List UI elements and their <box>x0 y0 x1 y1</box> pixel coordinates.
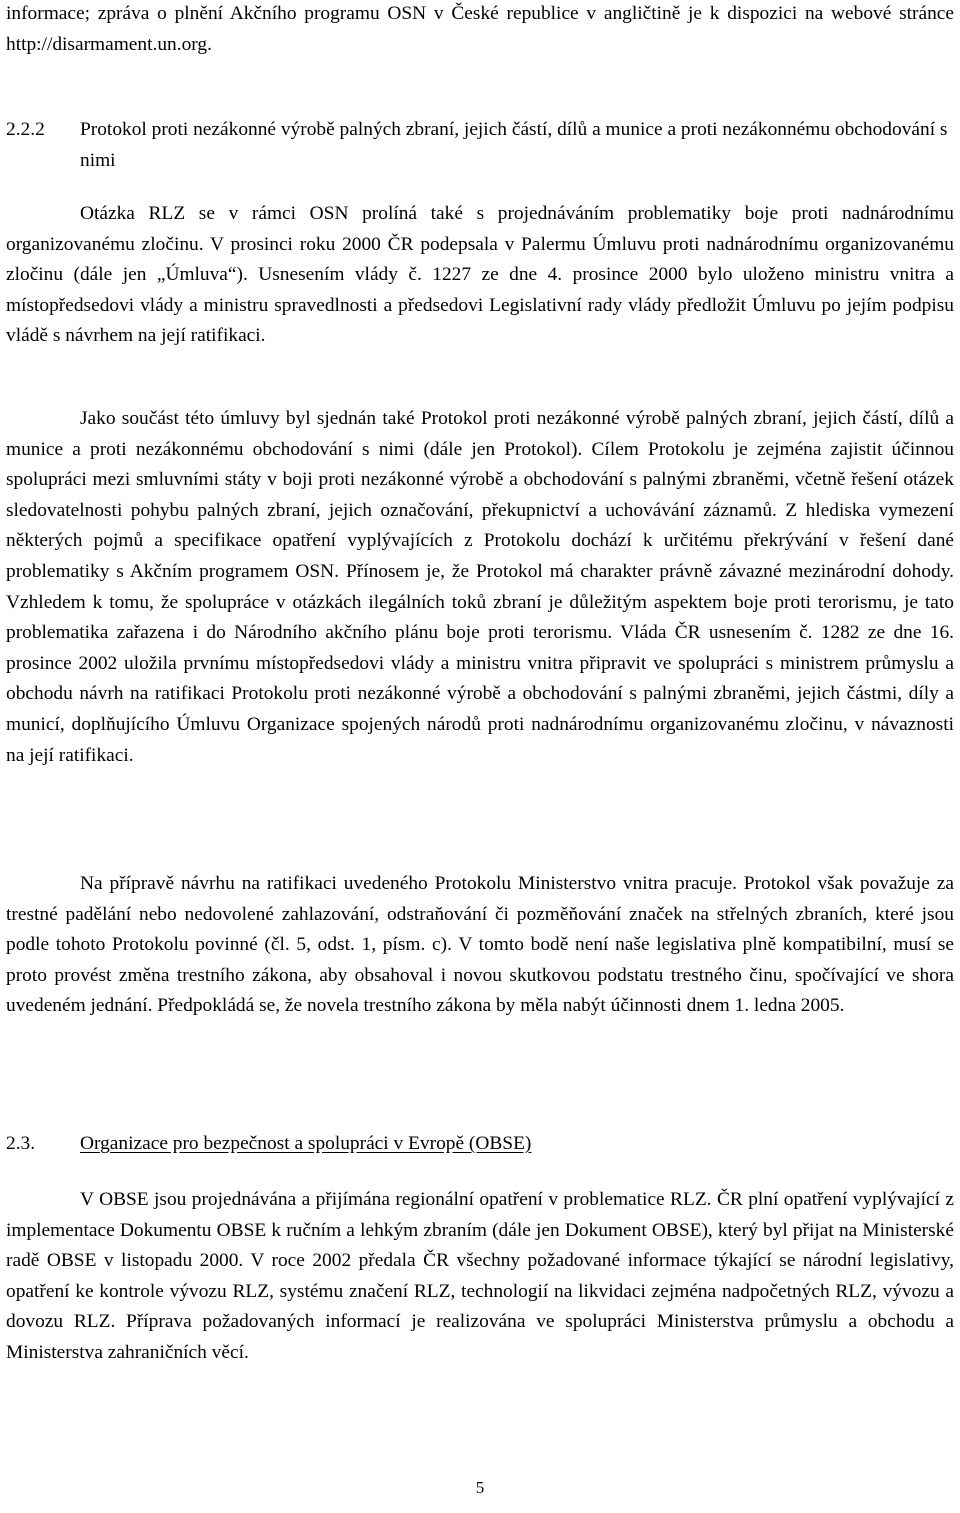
paragraph-ratification: Na přípravě návrhu na ratifikaci uvedeného Protokolu Ministerstvo vnitra pracuje. Protokol však považuje za trestné padělání nebo nedovolené zahlazování, odstraňování či pozměňování značek na střelných zbraních, které jsou podle tohoto Protokolu povinné (čl. 5, odst. 1, písm. c). V tomto bodě není naše legislativa plně kompatibilní, musí se proto provést změna trestního zákona, aby obsahoval i novou skutkovou podstatu trestného činu, spočívající ve shora uvedeném jednání. Předpokládá se, že novela trestního zákona by měla nabýt účinnosti dnem 1. ledna 2005. <box>6 873 954 1017</box>
paragraph-protocol: Jako součást této úmluvy byl sjednán také Protokol proti nezákonné výrobě palných zbraní, jejich částí, dílů a munice a proti nezákonnému obchodování s nimi (dále jen Protokol). Cílem Protokolu je zejména zajistit účinnou spolupráci mezi smluvními státy v boji proti nezákonné výrobě a obchodování s palnými zbraněmi, včetně řešení otázek sledovatelnosti pohybu palných zbraní, jejich označování, překupnictví a uchovávání záznamů. Z hlediska vymezení některých pojmů a specifikace opatření vyplývajících z Protokolu dochází k určitému překrývání v řešení dané problematiky s Akčním programem OSN. Přínosem je, že Protokol má charakter právně závazné mezinárodní dohody. Vzhledem k tomu, že spolupráce v otázkách ilegálních toků zbraní je důležitým aspektem boje proti terorismu, je tato problematika zařazena i do Národního akčního plánu boje proti terorismu. Vláda ČR usnesením č. 1282 ze dne 16. prosince 2002 uložila prvnímu místopředsedovi vlády a ministru vnitra připravit ve spolupráci s ministrem průmyslu a obchodu návrh na ratifikaci Protokolu proti nezákonné výrobě a obchodování s palnými zbraněmi, jejich částmi, díly a municí, doplňujícího Úmluvu Organizace spojených národů proti nadnárodnímu organizovanému zločinu, v návaznosti na její ratifikaci. <box>6 408 954 766</box>
section-2-3-heading <box>6 1129 954 1160</box>
section-2-2-2-heading <box>6 115 954 176</box>
section-2-3-title: Organizace pro bezpečnost a spolupráci v Evropě (OBSE) <box>80 1133 532 1154</box>
section-2-2-2-number: 2.2.2 <box>6 119 45 140</box>
page-number: 5 <box>475 1478 485 1497</box>
intro-paragraph: informace; zpráva o plnění Akčního programu OSN v České republice v angličtině je k dispozici na webové stránce http://disarmament.un.org. <box>6 3 954 55</box>
section-2-2-2-title: Protokol proti nezákonné výrobě palných zbraní, jejich částí, dílů a munice a proti nezákonnému obchodování s nimi <box>80 119 948 171</box>
section-2-3-number: 2.3. <box>6 1133 36 1154</box>
paragraph-convention: Otázka RLZ se v rámci OSN prolíná také s projednáváním problematiky boje proti nadnárodnímu organizovanému zločinu. V prosinci roku 2000 ČR podepsala v Palermu Úmluvu proti nadnárodnímu organizovanému zločinu (dále jen „Úmluva“). Usnesením vlády č. 1227 ze dne 4. prosince 2000 bylo uloženo ministru vnitra a místopředsedovi vlády a ministru spravedlnosti a předsedovi Legislativní rady vlády předložit Úmluvu po jejím podpisu vládě s návrhem na její ratifikaci. <box>6 203 954 347</box>
paragraph-obse: V OBSE jsou projednávána a přijímána regionální opatření v problematice RLZ. ČR plní opatření vyplývající z implementace Dokumentu OBSE k ručním a lehkým zbraním (dále jen Dokument OBSE), který byl přijat na Ministerské radě OBSE v listopadu 2000. V roce 2002 předala ČR všechny požadované informace týkající se národní legislativy, opatření ke kontrole vývozu RLZ, systému značení RLZ, technologií na likvidaci zejména nadpočetných RLZ, vývozu a dovozu RLZ. Příprava požadovaných informací je realizována ve spolupráci Ministerstva průmyslu a obchodu a Ministerstva zahraničních věcí. <box>6 1189 954 1363</box>
